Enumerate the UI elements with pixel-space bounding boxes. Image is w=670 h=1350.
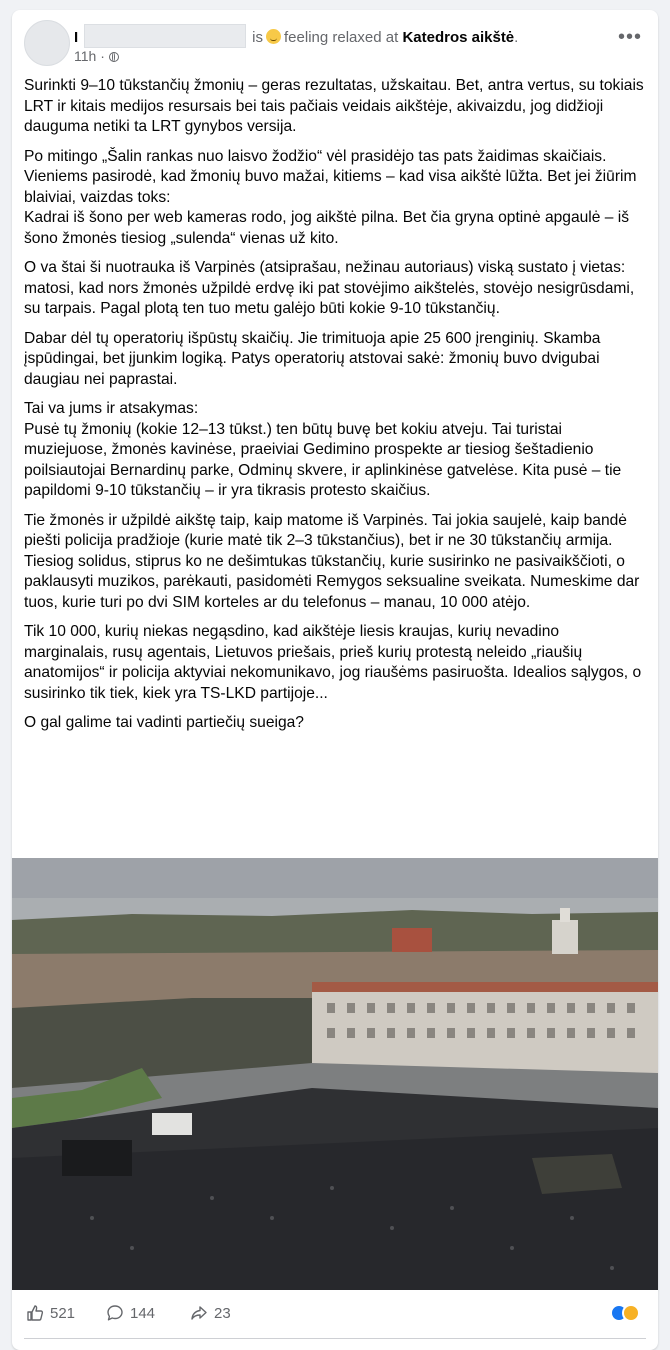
paragraph-1: Surinkti 9–10 tūkstančių žmonių – geras rezultatas, užskaitau. Bet, antra vertus, su tokiais LRT ir kitais medijos resursais bei tais pačiais veidais aikštėje, akivaizdu, jog didžioji dauguma netiki ta LRT gynybos versija. bbox=[24, 77, 644, 135]
comment-icon bbox=[106, 1304, 124, 1322]
paragraph-4: Dabar dėl tų operatorių išpūstų skaičių. Jie trimituoja apie 25 600 įrenginių. Skamba įspūdingai, bet įjunkim logiką. Patys operatorių atstovai sakė: žmonių buvo dvigubai daugiau nei paprastai. bbox=[24, 329, 601, 388]
post-footer bbox=[12, 1292, 658, 1332]
author-name[interactable]: I bbox=[74, 29, 79, 46]
avatar[interactable] bbox=[24, 20, 70, 66]
place-suffix: . bbox=[514, 29, 519, 46]
post-header-line bbox=[74, 24, 518, 48]
post-time[interactable]: 11h · bbox=[74, 48, 119, 64]
shares-value: 23 bbox=[214, 1304, 231, 1322]
feeling-text: feeling relaxed at bbox=[284, 29, 399, 46]
post-header bbox=[12, 10, 658, 70]
post-text bbox=[12, 70, 658, 734]
paragraph-7: Tik 10 000, kurių niekas negąsdino, kad aikštėje liesis kraujas, kurių nevadino marginalais, rusų agentais, Lietuvos priešais, prieš kurių protestą neleido „riaušių anatomijos“ ir policija aktyviai nekomunikavo, jog riaušėms pasiruošta. Idealios sąlygos, o susirinko tik tiek, kiek yra TS-LKD partijoje... bbox=[24, 623, 642, 702]
paragraph-2: Po mitingo „Šalin rankas nuo laisvo žodžio“ vėl prasidėjo tas pats žaidimas skaičiais. Vieniems pasirodė, kad žmonių buvo mažai, kitiems – kad visa aikštė lūžta. Bet jei žiūrim blaiviai, vaizdas toks: Kadrai iš šono per web kameras rodo, jog aikštė pilna. Bet čia gryna optinė apgaulė – iš šono žmonės tiesiog „sulenda“ vienas už kito. bbox=[24, 147, 637, 247]
likes-value: 521 bbox=[50, 1304, 76, 1322]
paragraph-8: O gal galime tai vadinti partiečių sueiga? bbox=[24, 714, 304, 731]
place-link[interactable]: Katedros aikštė bbox=[402, 29, 515, 46]
relieved-emoji-icon bbox=[266, 29, 281, 44]
share-icon bbox=[190, 1304, 208, 1322]
shares-count[interactable] bbox=[190, 1304, 231, 1322]
post-card bbox=[12, 10, 658, 1350]
thumbs-up-icon bbox=[26, 1304, 44, 1322]
timestamp[interactable]: 11h bbox=[74, 48, 97, 64]
author-name-redaction bbox=[84, 24, 246, 48]
more-options-button[interactable]: ••• bbox=[617, 26, 642, 48]
globe-icon bbox=[109, 52, 119, 62]
likes-count[interactable] bbox=[26, 1304, 75, 1322]
reaction-icons[interactable] bbox=[610, 1304, 646, 1322]
status-prefix: is bbox=[252, 29, 264, 46]
footer-divider bbox=[24, 1338, 646, 1339]
comments-value: 144 bbox=[130, 1304, 156, 1322]
crowd-square-photo-graphic bbox=[12, 858, 658, 1290]
paragraph-5: Tai va jums ir atsakymas: Pusė tų žmonių (kokie 12–13 tūkst.) ten būtų buvę bet kokiu atveju. Tai turistai muziejuose, žmonės kavinėse, praeiviai Gedimino prospekte ar tiesiog šeštadienio poilsiautojai Bernardinų parke, Odminų skvere, ir aplinkinėse gatvelėse. Kita pusė – tie papildomi 9-10 tūkstančių – ir yra tikrasis protesto skaičius. bbox=[24, 400, 622, 499]
paragraph-6: Tie žmonės ir užpildė aikštę taip, kaip matome iš Varpinės. Tai jokia saujelė, kaip bandė piešti policija pradžioje (kurie matė tik 2–3 tūkstančius), bet ir ne 30 tūkstančių armija. Tiesiog solidus, stiprus ko ne dešimtukas tūkstančių, kurie susirinko ne pasivaikščioti, o paklausyti muzikos, parėkauti, pasidomėti Remygos seksualine sveikata. Numeskime dar tuos, kurie turi po dvi SIM korteles ar du telefonus – manau, 10 000 atėjo. bbox=[24, 511, 640, 611]
post-photo[interactable] bbox=[12, 858, 658, 1290]
comments-count[interactable] bbox=[106, 1304, 155, 1322]
haha-reaction-icon bbox=[622, 1304, 640, 1322]
paragraph-3: O va štai ši nuotrauka iš Varpinės (atsiprašau, nežinau autoriaus) viską sustato į vietas: matosi, kad nors žmonės užpildė erdvę iki pat stovėjimo aikštelės, stovėjo nesigrūsdami, su tarpais. Pagal plotą ten tuo metu galėjo būti kokie 9-10 tūkstančių. bbox=[24, 259, 635, 317]
